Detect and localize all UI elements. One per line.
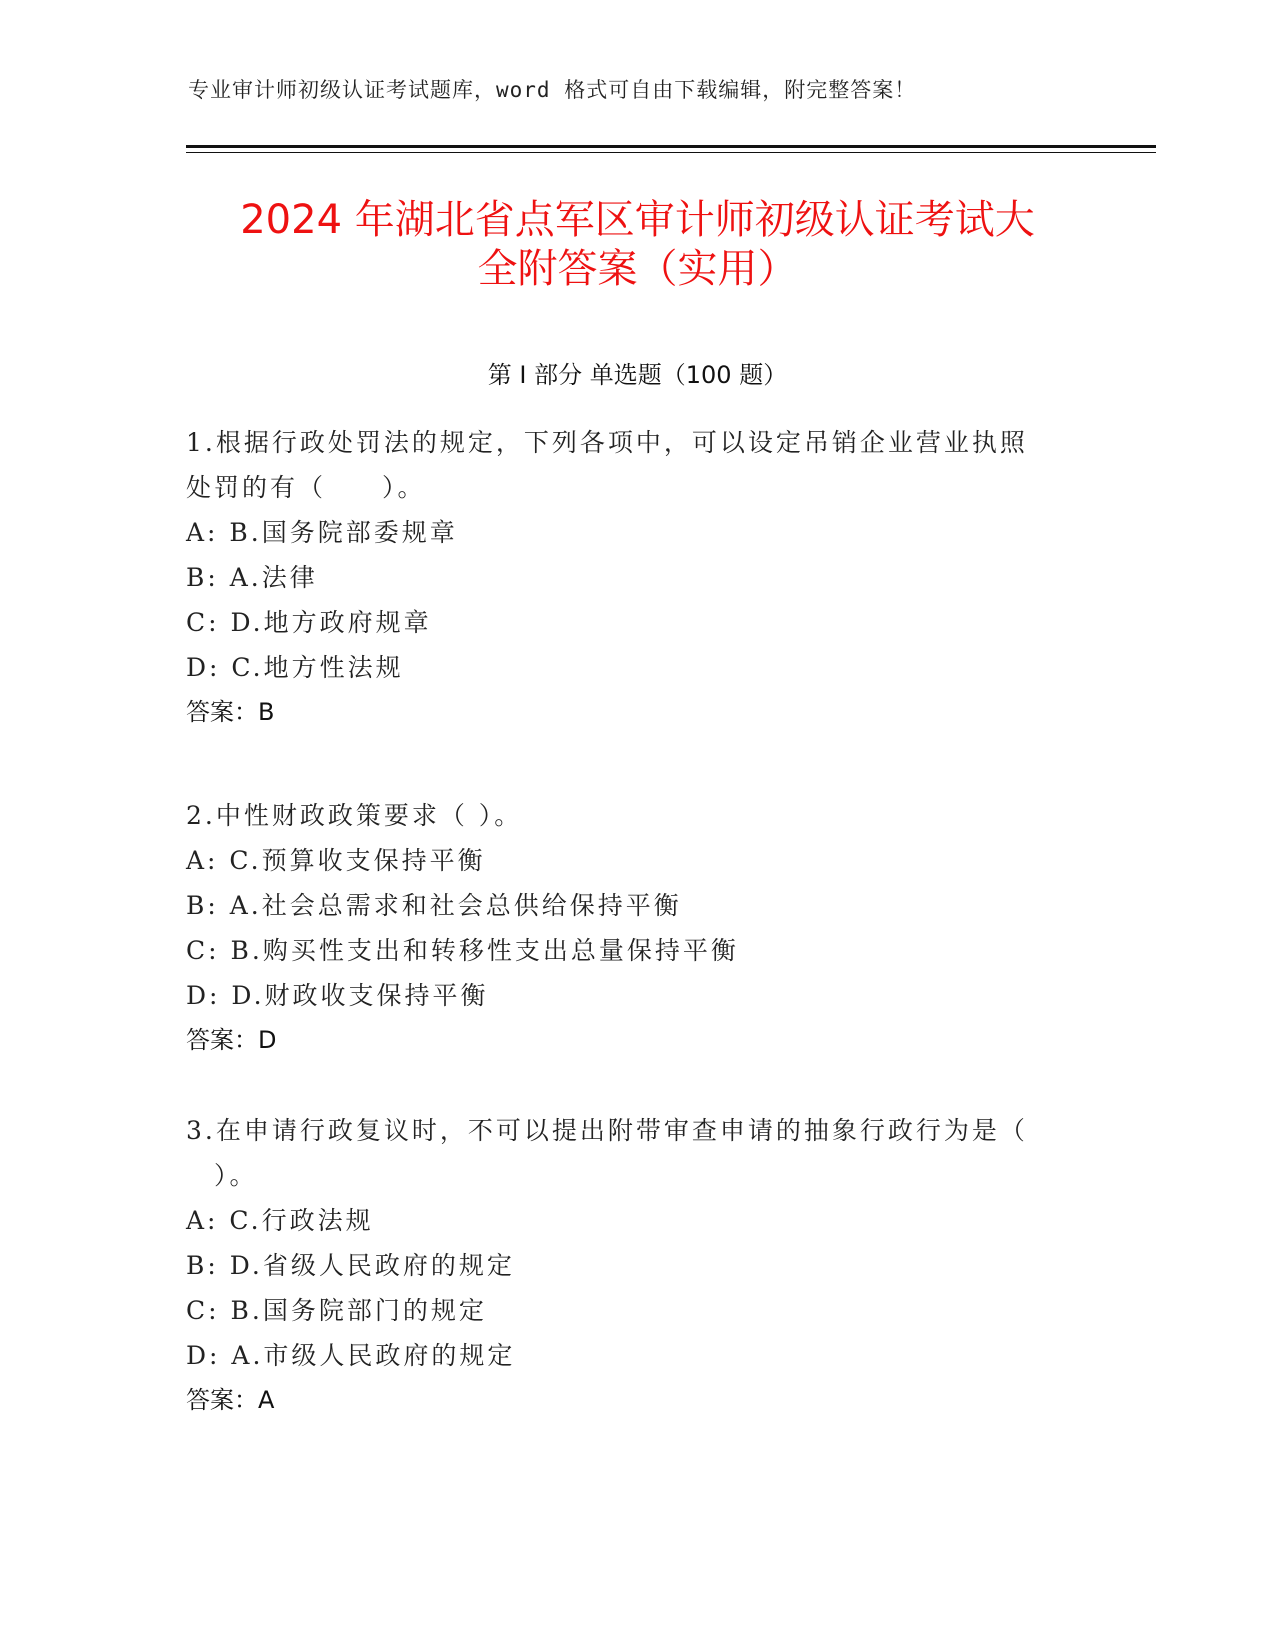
question-text-line-2: 处罚的有（ ）。 xyxy=(186,473,426,502)
header-rule-thick xyxy=(186,145,1156,148)
question-text-line-1: 3.在申请行政复议时，不可以提出附带审查申请的抽象行政行为是（ xyxy=(186,1116,1028,1145)
option-b: B: A.法律 xyxy=(186,563,318,592)
answer: 答案：A xyxy=(186,1386,275,1414)
question-text-line-1: 2.中性财政政策要求（ ）。 xyxy=(186,801,523,830)
question-1 xyxy=(186,420,1066,735)
answer: 答案：B xyxy=(186,698,275,726)
option-a: A: C.行政法规 xyxy=(186,1206,374,1235)
option-b: B: D.省级人民政府的规定 xyxy=(186,1251,515,1280)
question-3 xyxy=(186,1108,1066,1423)
option-c: C: B.购买性支出和转移性支出总量保持平衡 xyxy=(186,936,739,965)
question-text-line-1: 1.根据行政处罚法的规定，下列各项中，可以设定吊销企业营业执照 xyxy=(186,428,1028,457)
option-a: A: B.国务院部委规章 xyxy=(186,518,458,547)
document-title xyxy=(150,196,1125,294)
header-rule-thin xyxy=(186,152,1156,153)
question-2 xyxy=(186,793,1066,1063)
question-text-line-2: ）。 xyxy=(186,1161,258,1190)
option-c: C: D.地方政府规章 xyxy=(186,608,432,637)
page-header: 专业审计师初级认证考试题库，word 格式可自由下载编辑，附完整答案！ xyxy=(188,78,917,102)
option-d: D: C.地方性法规 xyxy=(186,653,404,682)
option-a: A: C.预算收支保持平衡 xyxy=(186,846,486,875)
document-title-line-2: 全附答案（实用） xyxy=(477,246,798,292)
option-b: B: A.社会总需求和社会总供给保持平衡 xyxy=(186,891,682,920)
option-d: D: D.财政收支保持平衡 xyxy=(186,981,489,1010)
section-title: 第 I 部分 单选题（100 题） xyxy=(487,361,788,389)
answer: 答案：D xyxy=(186,1026,277,1054)
option-c: C: B.国务院部门的规定 xyxy=(186,1296,487,1325)
option-d: D: A.市级人民政府的规定 xyxy=(186,1341,516,1370)
document-title-line-1: 2024 年湖北省点军区审计师初级认证考试大 xyxy=(240,197,1035,243)
